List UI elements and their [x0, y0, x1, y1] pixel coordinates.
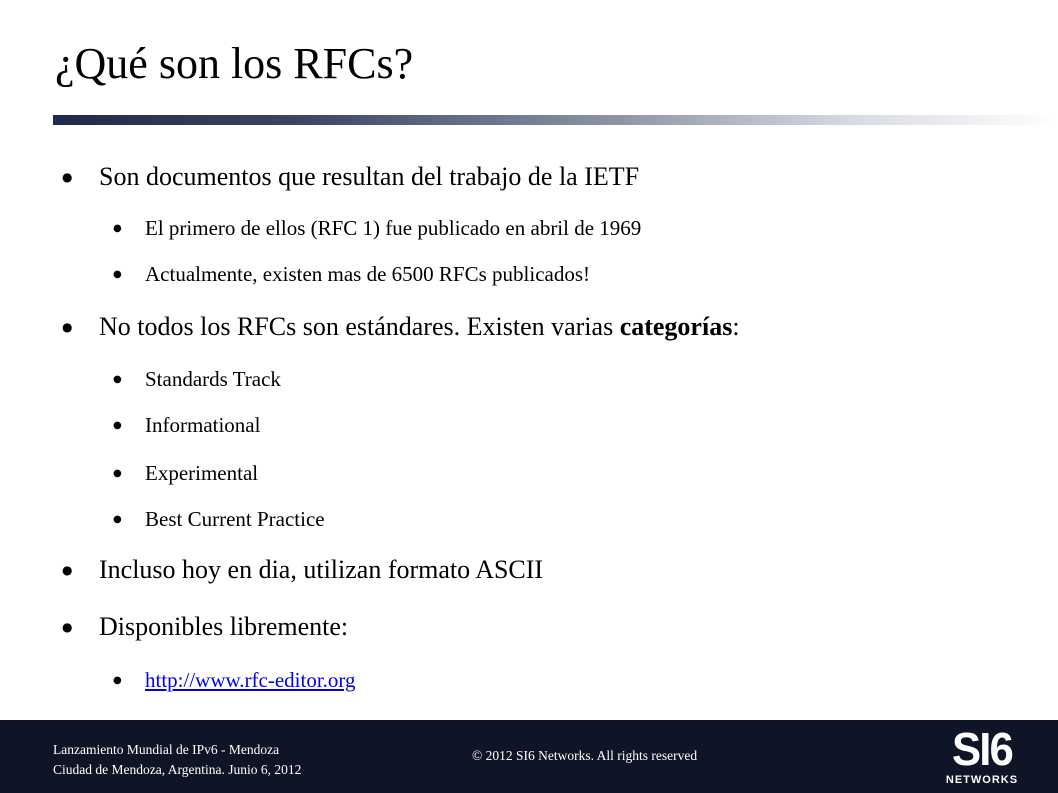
bullet-ietf-documents [62, 159, 639, 195]
logo-main-text: SI6 [952, 723, 1012, 775]
footer-event-line2: Ciudad de Mendoza, Argentina. Junio 6, 2012 [53, 762, 302, 777]
bullet-dot-icon: ● [113, 674, 122, 686]
bullet-ascii-format [62, 552, 543, 588]
bullet-freely-available [62, 609, 348, 645]
subbullet-text: Standards Track [145, 366, 281, 391]
rfc-editor-link[interactable]: http://www.rfc-editor.org [145, 667, 356, 692]
si6-networks-logo [936, 723, 1028, 788]
footer-bar [0, 720, 1058, 793]
subbullet-rfc-count [113, 259, 590, 289]
bullet-dot-icon: ● [113, 222, 122, 234]
bullet-text-pre: No todos los RFCs son estándares. Existen varias [99, 312, 620, 341]
bullet-categories [62, 309, 740, 345]
bullet-dot-icon: ● [62, 563, 73, 577]
bullet-dot-icon: ● [62, 620, 73, 634]
slide-title: ¿Qué son los RFCs? [55, 39, 414, 88]
subbullet-informational [113, 410, 260, 440]
bullet-text: Incluso hoy en dia, utilizan formato ASCII [99, 555, 544, 584]
subbullet-text: Informational [145, 412, 261, 437]
bullet-text: Son documentos que resultan del trabajo de la IETF [99, 162, 640, 191]
subbullet-text: Experimental [145, 460, 259, 485]
subbullet-text: Best Current Practice [145, 506, 325, 531]
footer-event-info [53, 740, 301, 780]
footer-copyright: © 2012 SI6 Networks. All rights reserved [472, 748, 698, 763]
bullet-dot-icon: ● [113, 513, 122, 525]
subbullet-text: El primero de ellos (RFC 1) fue publicado en abril de 1969 [145, 215, 642, 240]
footer-event-line1: Lanzamiento Mundial de IPv6 - Mendoza [53, 742, 280, 757]
bullet-dot-icon: ● [113, 373, 122, 385]
bullet-text-bold: categorías [619, 312, 733, 341]
bullet-dot-icon: ● [113, 467, 122, 479]
subbullet-rfc1 [113, 213, 641, 243]
bullet-dot-icon: ● [113, 419, 122, 431]
bullet-dot-icon: ● [62, 320, 73, 334]
subbullet-best-current-practice [113, 504, 325, 534]
subbullet-standards-track [113, 364, 281, 394]
bullet-text [99, 312, 740, 342]
subbullet-experimental [113, 458, 258, 488]
subbullet-text: Actualmente, existen mas de 6500 RFCs publicados! [145, 261, 591, 286]
bullet-dot-icon: ● [62, 170, 73, 184]
bullet-dot-icon: ● [113, 268, 122, 280]
subbullet-rfc-editor-link [113, 665, 356, 695]
bullet-text: Disponibles libremente: [99, 612, 349, 641]
logo-sub-text: NETWORKS [945, 774, 1019, 786]
bullet-text-post: : [732, 312, 740, 341]
